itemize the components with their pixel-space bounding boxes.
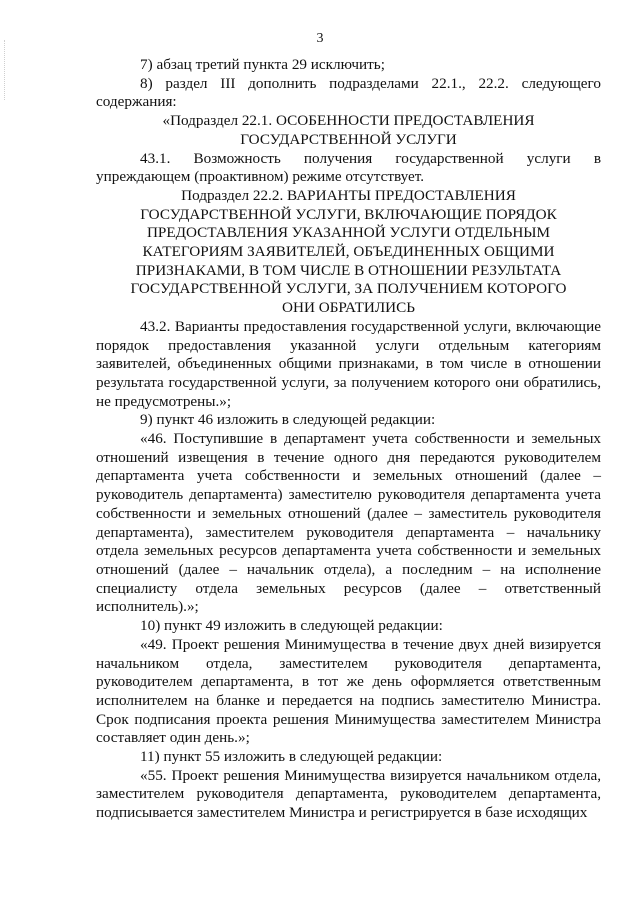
document-body <box>96 56 601 823</box>
scan-edge-marks <box>4 40 7 100</box>
item-10: 10) пункт 49 изложить в следующей редакции: <box>140 617 443 635</box>
paragraph-43-1: 43.1. Возможность получения государственной услуги в упреждающем (проактивном) режиме отсутствует. <box>96 149 601 186</box>
item-9: 9) пункт 46 изложить в следующей редакции: <box>140 411 436 429</box>
paragraph-46: «46. Поступившие в департамент учета собственности и земельных отношений извещения в течение одного дня передаются руководителем департамента учета собственности и земельных отношений (далее – руководитель департамента) заместителю руководителя департамента учета собственности и земельных отношений (далее – заместитель руководителя департамента), заместителем руководителя департамента – начальнику отдела земельных ресурсов департамента учета собственности и земельных отношений (далее – начальник отдела), а последним – на исполнение специалисту отдела земельных ресурсов (далее – ответственный исполнитель).»; <box>96 430 601 616</box>
item-8: 8) раздел III дополнить подразделами 22.1., 22.2. следующего содержания: <box>96 74 601 111</box>
subsection-22-1-heading: «Подраздел 22.1. ОСОБЕННОСТИ ПРЕДОСТАВЛЕНИЯ ГОСУДАРСТВЕННОЙ УСЛУГИ <box>162 112 535 148</box>
subsection-22-2-heading: Подраздел 22.2. ВАРИАНТЫ ПРЕДОСТАВЛЕНИЯ ГОСУДАРСТВЕННОЙ УСЛУГИ, ВКЛЮЧАЮЩИЕ ПОРЯДОК ПРЕДОСТАВЛЕНИЯ УКАЗАННОЙ УСЛУГИ ОТДЕЛЬНЫМ КАТЕГОРИЯМ ЗАЯВИТЕЛЕЙ, ОБЪЕДИНЕННЫХ ОБЩИМИ ПРИЗНАКАМИ, В ТОМ ЧИСЛЕ В ОТНОШЕНИИ РЕЗУЛЬТАТА ГОСУДАРСТВЕННОЙ УСЛУГИ, ЗА ПОЛУЧЕНИЕМ КОТОРОГО ОНИ ОБРАТИЛИСЬ <box>130 186 567 317</box>
paragraph-55: «55. Проект решения Минимущества визируется начальником отдела, заместителем руководителя департамента, руководителем департамента, подписывается заместителем Министра и регистрируется в базе исходящих <box>96 766 601 822</box>
page-number: 3 <box>316 31 324 46</box>
item-7: 7) абзац третий пункта 29 исключить; <box>140 56 385 73</box>
paragraph-49: «49. Проект решения Минимущества в течение двух дней визируется начальником отдела, заместителем руководителя департамента, руководителем департамента, в тот же день оформляется ответственным исполнителем на бланке и передается на подпись заместителю Министра. Срок подписания проекта решения Минимущества заместителем Министра составляет один день.»; <box>96 635 601 747</box>
item-11: 11) пункт 55 изложить в следующей редакции: <box>140 748 443 766</box>
paragraph-43-2: 43.2. Варианты предоставления государственной услуги, включающие порядок предоставления указанной услуги отдельным категориям заявителей, объединенных общими признаками, в том числе в отношении результата государственной услуги, за получением которого они обратились, не предусмотрены.»; <box>96 317 601 410</box>
